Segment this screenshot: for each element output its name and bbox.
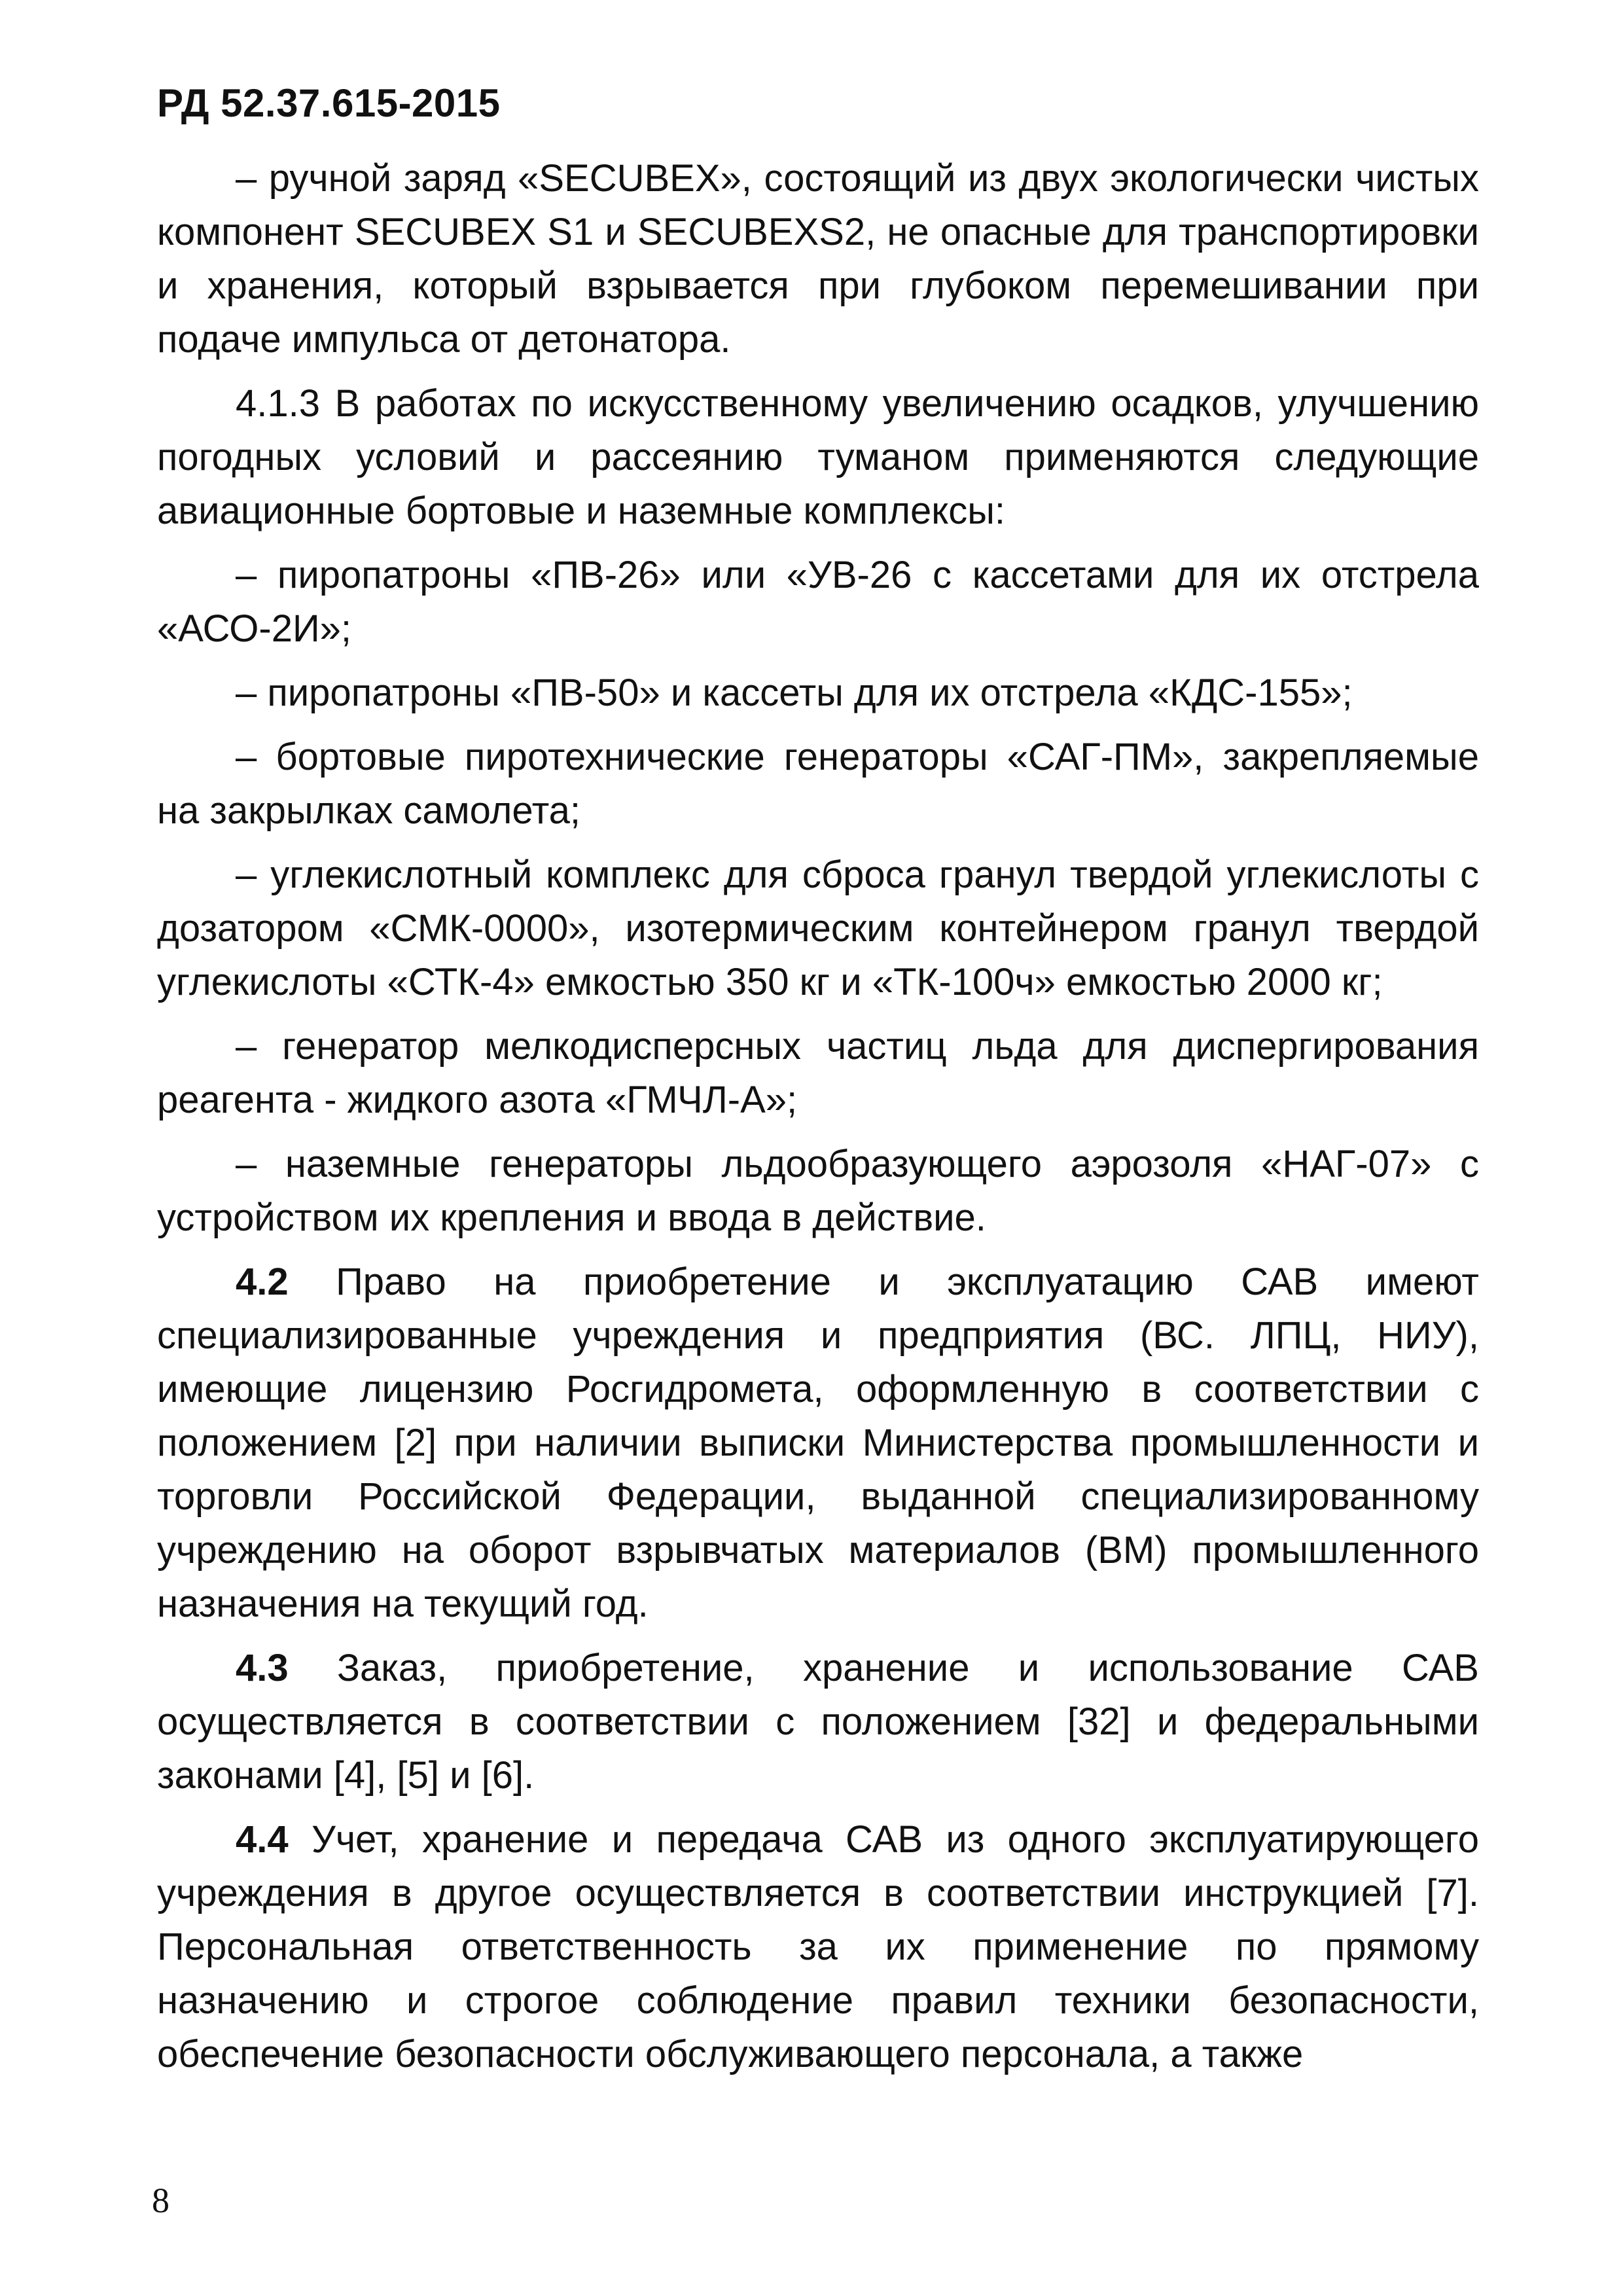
list-item-pv26 bbox=[157, 548, 1479, 656]
paragraph-secubex bbox=[157, 152, 1479, 367]
paragraph-text: Учет, хранение и передача САВ из одного эксплуатирующего учреждения в другое осуществляется в соответствии инструкцией [7]. Персональная ответственность за их применение по прямому назначению и строгое соблюдение правил техники безопасности, обеспечение безопасности обслуживающего персонала, а также bbox=[157, 1818, 1479, 2075]
section-number: 4.4 bbox=[236, 1818, 289, 1861]
paragraph-text: – пиропатроны «ПВ-26» или «УВ-26 с кассетами для их отстрела «АСО-2И»; bbox=[157, 554, 1479, 650]
list-item-gmchl bbox=[157, 1020, 1479, 1127]
document-code: РД 52.37.615-2015 bbox=[157, 81, 501, 125]
paragraph-4-1-3 bbox=[157, 377, 1479, 538]
paragraph-text: – пиропатроны «ПВ-50» и кассеты для их отстрела «КДС-155»; bbox=[236, 672, 1353, 714]
page-number: 8 bbox=[152, 2181, 169, 2220]
section-4-2 bbox=[157, 1255, 1479, 1631]
section-4-4 bbox=[157, 1813, 1479, 2081]
paragraph-text: – бортовые пиротехнические генераторы «САГ-ПМ», закрепляемые на закрылках самолета; bbox=[157, 736, 1479, 832]
paragraph-text: – ручной заряд «SECUBEX», состоящий из двух экологически чистых компонент SECUBEX S1 и SECUBEXS2, не опасные для транспортировки и хранения, который взрывается при глубоком перемешивании при подаче импульса от детонатора. bbox=[157, 157, 1479, 361]
section-number: 4.3 bbox=[236, 1647, 289, 1689]
paragraph-text: – наземные генераторы льдообразующего аэрозоля «НАГ-07» с устройством их крепления и ввода в действие. bbox=[157, 1143, 1479, 1239]
paragraph-text: – углекислотный комплекс для сброса гранул твердой углекислоты с дозатором «СМК-0000», изотермическим контейнером гранул твердой углекислоты «СТК-4» емкостью 350 кг и «ТК-100ч» емкостью 2000 кг; bbox=[157, 853, 1479, 1003]
document-body bbox=[157, 152, 1479, 2092]
section-number: 4.2 bbox=[236, 1261, 289, 1303]
list-item-smk bbox=[157, 848, 1479, 1009]
paragraph-text: Заказ, приобретение, хранение и использование САВ осуществляется в соответствии с положением [32] и федеральными законами [4], [5] и [6]. bbox=[157, 1647, 1479, 1797]
paragraph-text: – генератор мелкодисперсных частиц льда для диспергирования реагента - жидкого азота «ГМЧЛ-А»; bbox=[157, 1025, 1479, 1121]
paragraph-text: Право на приобретение и эксплуатацию САВ имеют специализированные учреждения и предприятия (ВС. ЛПЦ, НИУ), имеющие лицензию Росгидромета, оформленную в соответствии с положением [2] при наличии выписки Министерства промышленности и торговли Российской Федерации, выданной специализированному учреждению на оборот взрывчатых материалов (ВМ) промышленного назначения на текущий год. bbox=[157, 1261, 1479, 1625]
list-item-pv50 bbox=[157, 666, 1479, 720]
list-item-nag bbox=[157, 1138, 1479, 1245]
paragraph-text: 4.1.3 В работах по искусственному увеличению осадков, улучшению погодных условий и рассеянию туманом применяются следующие авиационные бортовые и наземные комплексы: bbox=[157, 382, 1479, 532]
list-item-sag-pm bbox=[157, 730, 1479, 838]
section-4-3 bbox=[157, 1641, 1479, 1803]
